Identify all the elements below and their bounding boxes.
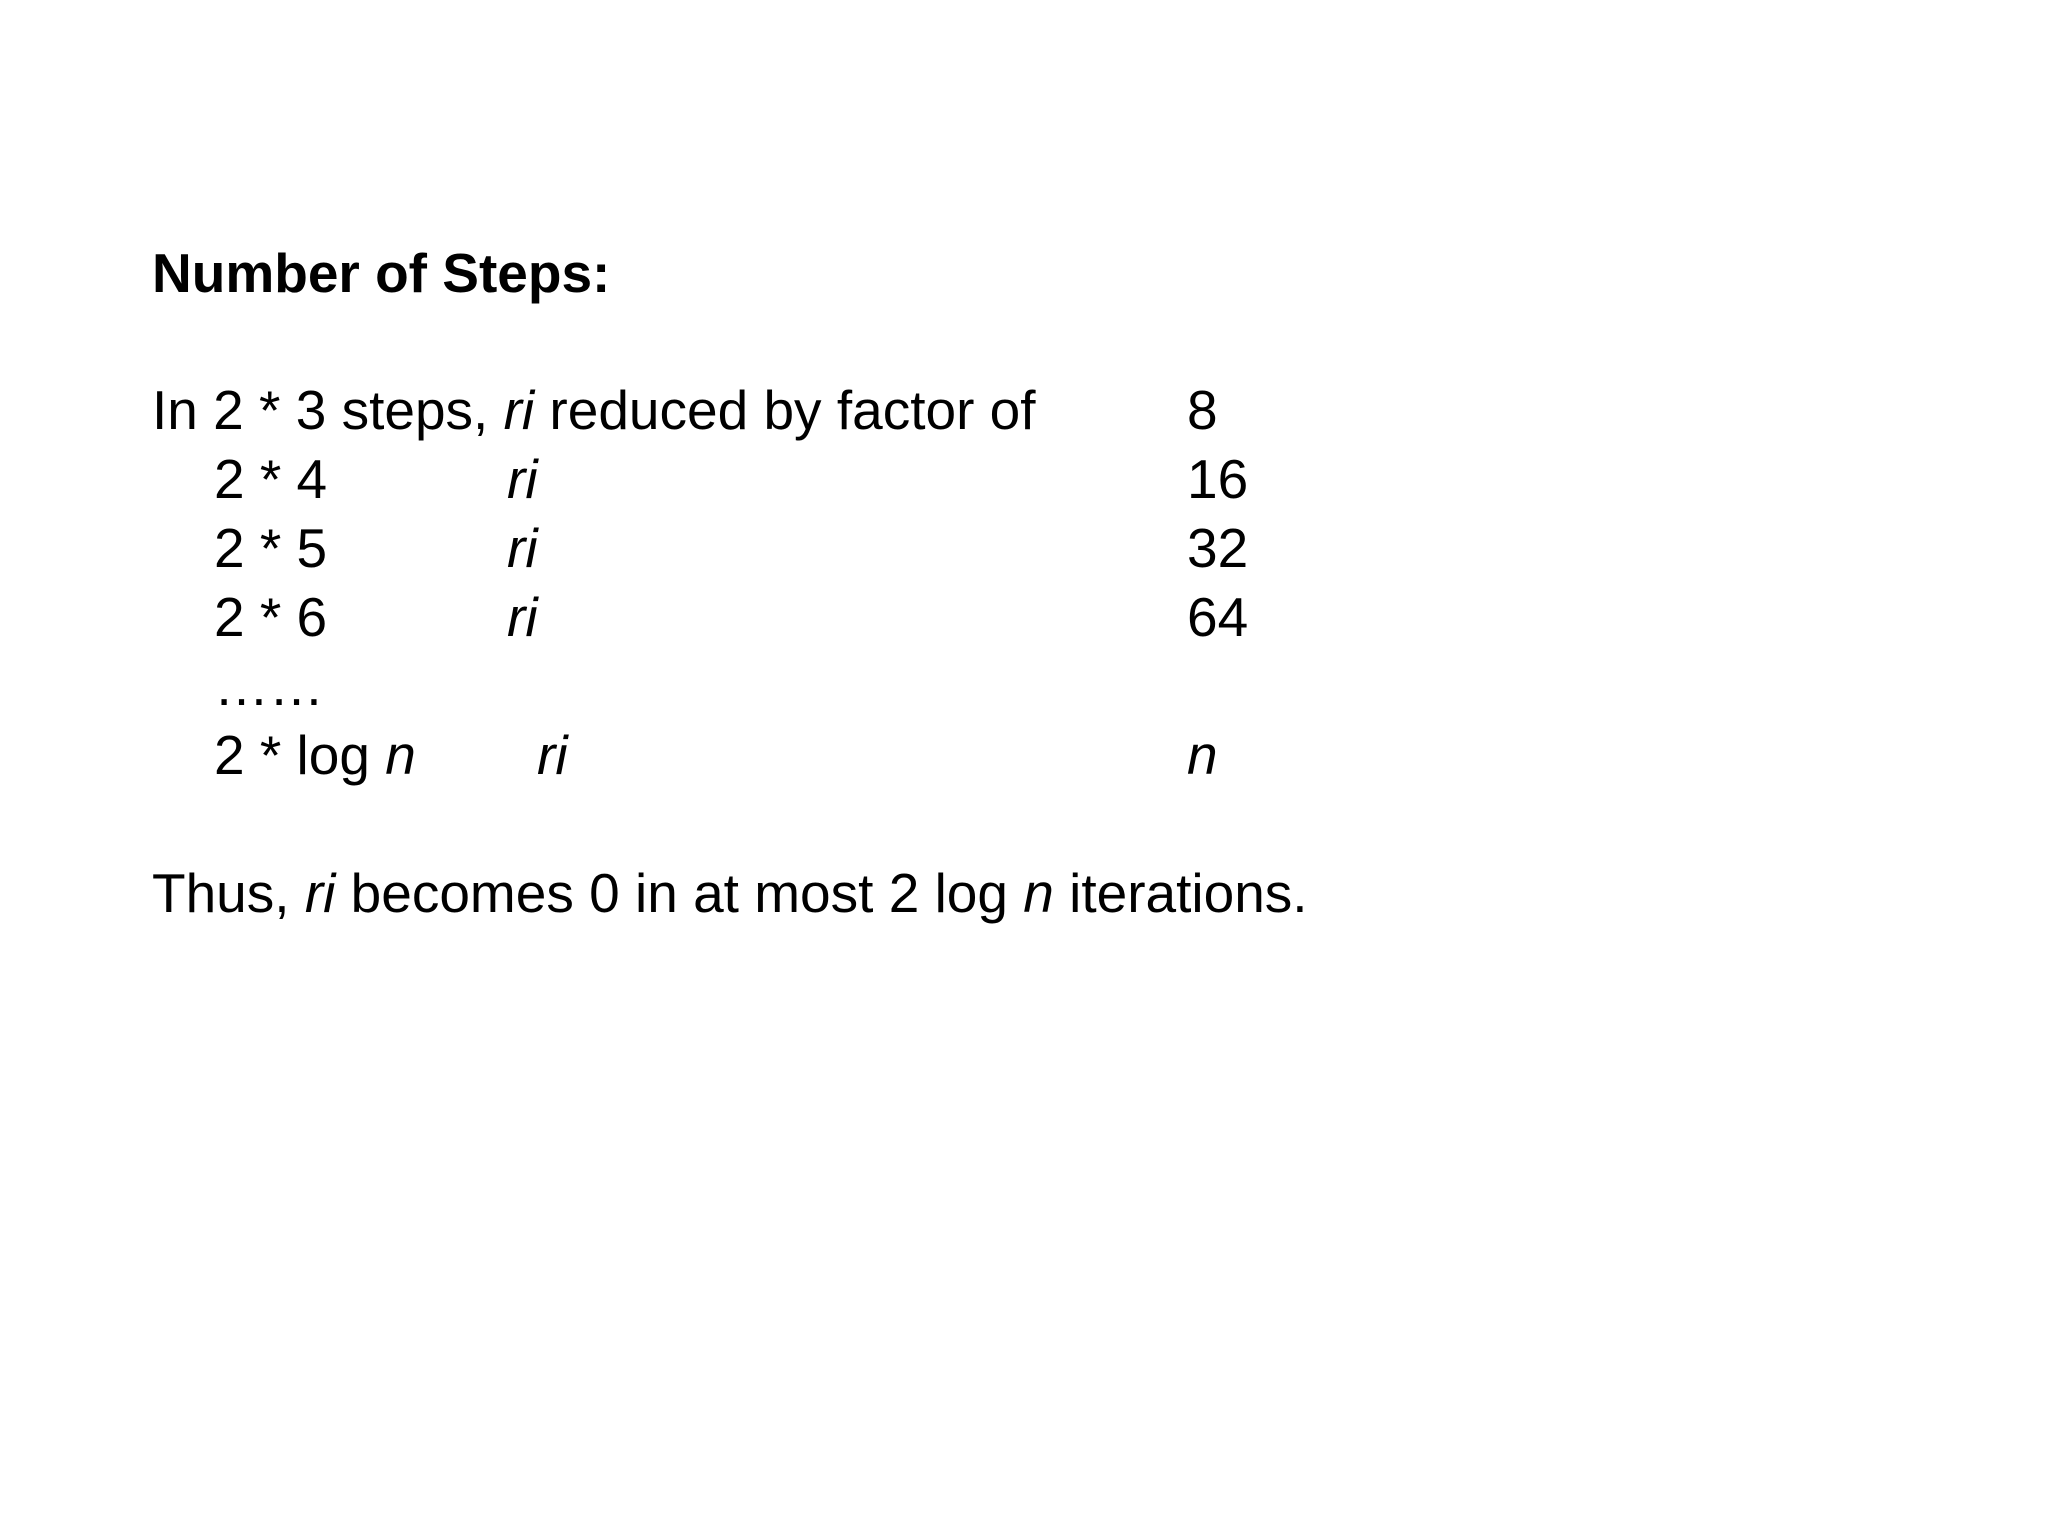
row-1-phrase: reduced by factor of — [534, 379, 1036, 441]
conclusion-var2: n — [1023, 862, 1054, 924]
row-last-var: ri — [537, 724, 568, 786]
conclusion-var1: ri — [304, 862, 336, 924]
row-last-steps-prefix: 2 * log — [214, 724, 386, 786]
row-last-steps-var: n — [385, 724, 416, 786]
conclusion-part1: Thus, — [152, 862, 305, 924]
ellipsis: …… — [214, 655, 324, 717]
row-1-steps: In 2 * 3 steps, — [152, 379, 504, 441]
row-3-steps: 2 * 5 — [214, 517, 328, 579]
row-4-var: ri — [507, 586, 538, 648]
conclusion-part2: becomes 0 in at most 2 log — [335, 862, 1024, 924]
row-1-var: ri — [503, 379, 535, 441]
row-last-steps — [214, 724, 416, 786]
row-1-factor: 8 — [1187, 379, 1218, 441]
row-2-factor: 16 — [1187, 448, 1249, 510]
row-1-text — [152, 379, 1036, 441]
heading: Number of Steps: — [152, 242, 611, 304]
conclusion — [152, 862, 1308, 924]
conclusion-part3: iterations. — [1053, 862, 1308, 924]
row-2-var: ri — [507, 448, 538, 510]
row-2-steps: 2 * 4 — [214, 448, 328, 510]
row-last-factor: n — [1187, 724, 1218, 786]
row-3-var: ri — [507, 517, 538, 579]
row-3-factor: 32 — [1187, 517, 1249, 579]
row-4-factor: 64 — [1187, 586, 1249, 648]
row-4-steps: 2 * 6 — [214, 586, 328, 648]
